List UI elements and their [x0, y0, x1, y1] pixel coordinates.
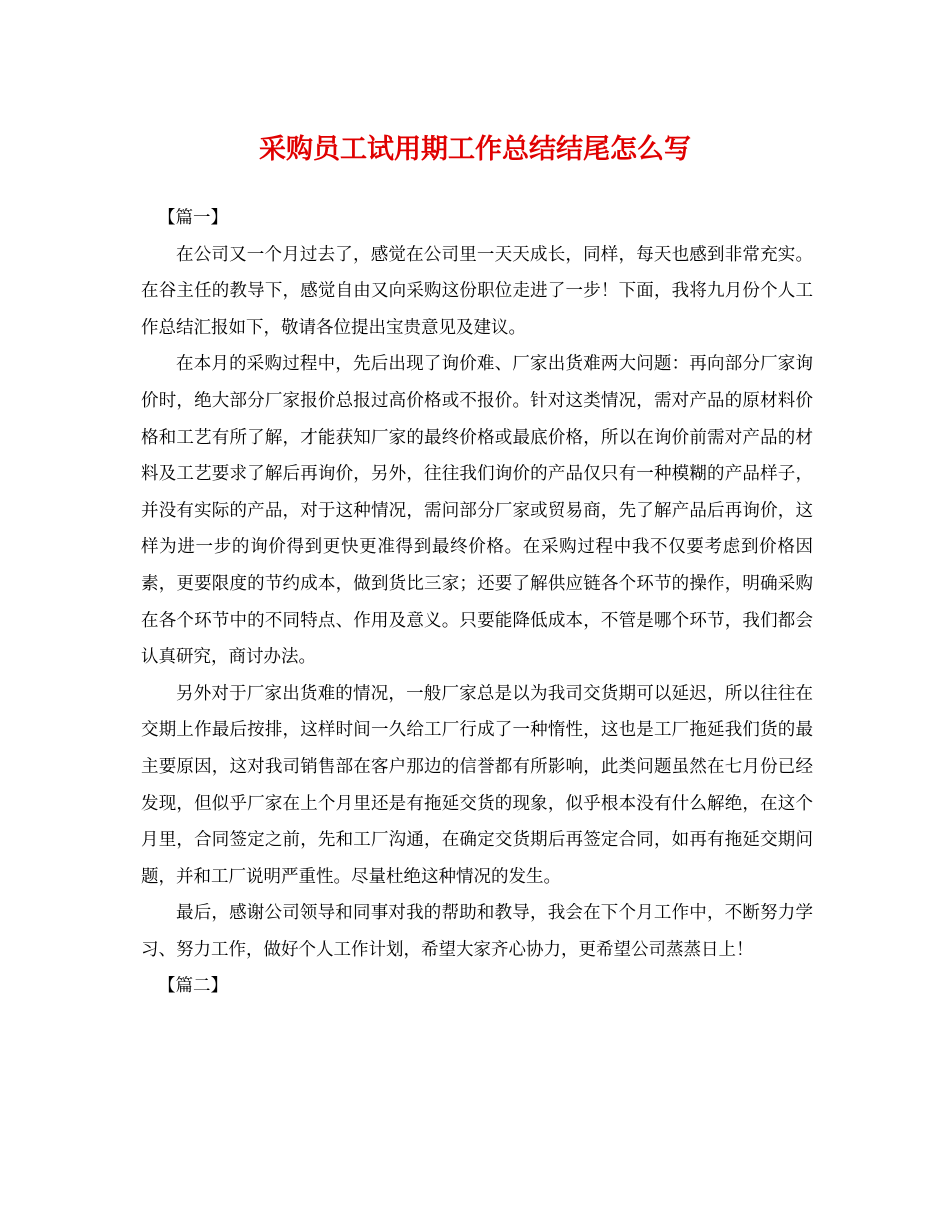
document-title: 采购员工试用期工作总结结尾怎么写	[259, 134, 691, 165]
document-body	[141, 200, 813, 1005]
section-heading-2: 【篇二】	[158, 976, 228, 997]
section-heading-1: 【篇一】	[158, 208, 228, 228]
paragraph-4: 最后，感谢公司领导和同事对我的帮助和教导，我会在下个月工作中，不断努力学习、努力工作，做好个人工作计划，希望大家齐心协力，更希望公司蒸蒸日上！	[141, 903, 813, 960]
paragraph-2: 在本月的采购过程中，先后出现了询价难、厂家出货难两大问题：再向部分厂家询价时，绝大部分厂家报价总报过高价格或不报价。针对这类情况，需对产品的原材料价格和工艺有所了解，才能获知厂家的最终价格或最底价格，所以在询价前需对产品的材料及工艺要求了解后再询价，另外，往往我们询价的产品仅只有一种模糊的产品样子，并没有实际的产品，对于这种情况，需问部分厂家或贸易商，先了解产品后再询价，这样为进一步的询价得到更快更准得到最终价格。在采购过程中我不仅要考虑到价格因素，更要限度的节约成本，做到货比三家；还要了解供应链各个环节的操作，明确采购在各个环节中的不同特点、作用及意义。只要能降低成本，不管是哪个环节，我们都会认真研究，商讨办法。	[141, 354, 813, 668]
paragraph-3: 另外对于厂家出货难的情况，一般厂家总是以为我司交货期可以延迟，所以往往在交期上作最后按排，这样时间一久给工厂行成了一种惰性，这也是工厂拖延我们货的最主要原因，这对我司销售部在客户那边的信誉都有所影响，此类问题虽然在七月份已经发现，但似乎厂家在上个月里还是有拖延交货的现象，似乎根本没有什么解绝，在这个月里，合同签定之前，先和工厂沟通，在确定交货期后再签定合同，如再有拖延交期问题，并和工厂说明严重性。尽量杜绝这种情况的发生。	[141, 683, 813, 887]
paragraph-1: 在公司又一个月过去了，感觉在公司里一天天成长，同样，每天也感到非常充实。在谷主任的教导下，感觉自由又向采购这份职位走进了一步！下面，我将九月份个人工作总结汇报如下，敬请各位提出宝贵意见及建议。	[141, 244, 813, 338]
